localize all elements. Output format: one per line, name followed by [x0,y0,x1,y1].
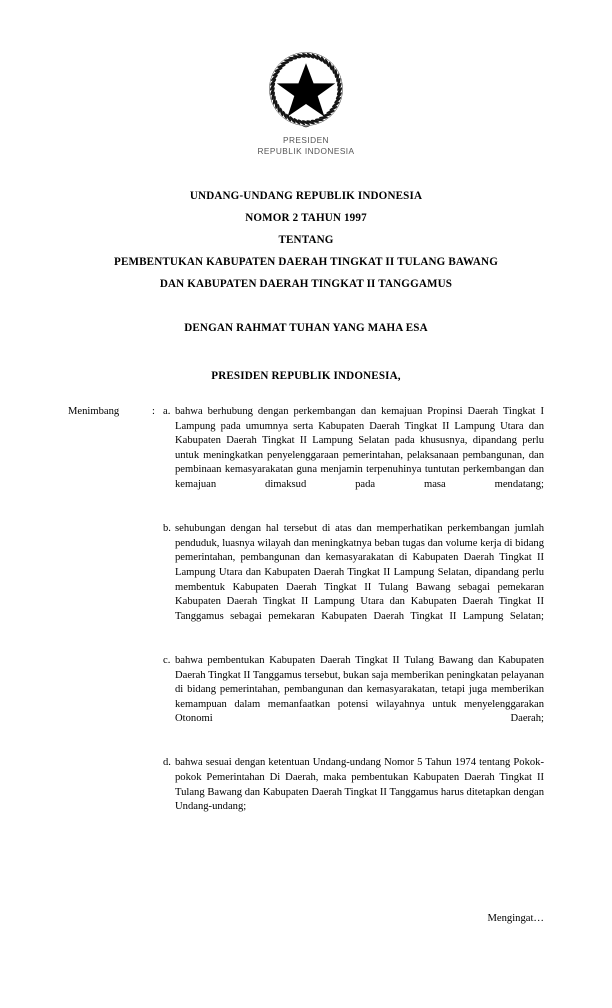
emblem-caption [0,135,612,156]
consideration-item-marker: a. [163,406,171,417]
title-subject-line1: PEMBENTUKAN KABUPATEN DAERAH TINGKAT II TULANG BAWANG [114,256,498,268]
considerations-row [68,405,544,829]
consideration-item-marker: b. [163,523,171,535]
consideration-item-text: bahwa berhubung dengan perkembangan dan kemajuan Propinsi Daerah Tingkat I Lampung pada umumnya serta Kabupaten Daerah Tingkat II Lampung Utara dan Kabupaten Daerah Tingkat II Lampung Selatan pada khususnya, dipandang perlu untuk meningkatkan penyelenggaraan pemerintahan, pelaksanaan pembangunan, dan pembinaan kemasyarakatan guna menjamin terpenuhinya tuntutan perkembangan dan kemajuan dimaksud pada masa mendatang; [175,406,544,490]
consideration-item [163,522,544,639]
consideration-item-text: bahwa sesuai dengan ketentuan Undang-undang Nomor 5 Tahun 1974 tentang Pokok-pokok Pemerintahan Di Daerah, maka pembentukan Kabupaten Daerah Tingkat II Tulang Bawang dan Kabupaten Daerah Tingkat II Tanggamus harus ditetapkan dengan Undang-undang; [175,757,544,813]
blessing-line: DENGAN RAHMAT TUHAN YANG MAHA ESA [184,322,428,334]
title-about-label: TENTANG [278,234,334,246]
star-shape [277,63,335,116]
emblem-caption-line1: PRESIDEN [282,135,330,145]
title-law-type: UNDANG-UNDANG REPUBLIK INDONESIA [189,190,423,202]
consideration-item-text: sehubungan dengan hal tersebut di atas dan memperhatikan perkembangan jumlah penduduk, luasnya wilayah dan meningkatnya beban tugas dan volume kerja di bidang pemerintahan, pembangunan dan kemasyarakatan di Kabupaten Daerah Tingkat II Lampung Utara dan Kabupaten Daerah Tingkat II Lampung Selatan, dipandang perlu membentuk Kabupaten Daerah Tingkat II Tulang Bawang sebagai pemekaran Kabupaten Daerah Tingkat II Lampung Utara dan Kabupaten Daerah Tingkat II Tanggamus sebagai pemekaran Kabupaten Daerah Tingkat II Lampung Selatan; [175,523,544,622]
consideration-item [163,654,544,742]
consideration-item-text: bahwa pembentukan Kabupaten Daerah Tingkat II Tulang Bawang dan Kabupaten Daerah Tingkat II Tanggamus tersebut, bukan saja memberikan peningkatan pelayanan di bidang pemerintahan, pembangunan dan kemasyarakatan, tetapi juga memberikan kemampuan dalam memanfaatkan potensi wilayahnya untuk menyelenggarakan Otonomi Daerah; [175,654,544,725]
title-number: NOMOR 2 TAHUN 1997 [245,212,367,224]
considerations-colon: : [152,406,155,417]
presidential-seal-star-wreath-icon [263,46,349,132]
emblem-caption-line2: REPUBLIK INDONESIA [257,145,355,156]
consideration-item-marker: c. [163,654,171,666]
title-subject-line2: DAN KABUPATEN DAERAH TINGKAT II TANGGAMUS [159,278,453,290]
signatory-heading: PRESIDEN REPUBLIK INDONESIA, [211,370,401,382]
emblem-block [0,46,612,156]
document-title-block [36,185,576,295]
considerations-list [163,405,544,829]
page-continuation-note: Mengingat… [487,913,544,924]
considerations-section [68,405,544,829]
consideration-item [163,756,544,829]
considerations-label: Menimbang [68,406,120,417]
consideration-item-marker: d. [163,757,171,769]
consideration-item [163,405,544,507]
